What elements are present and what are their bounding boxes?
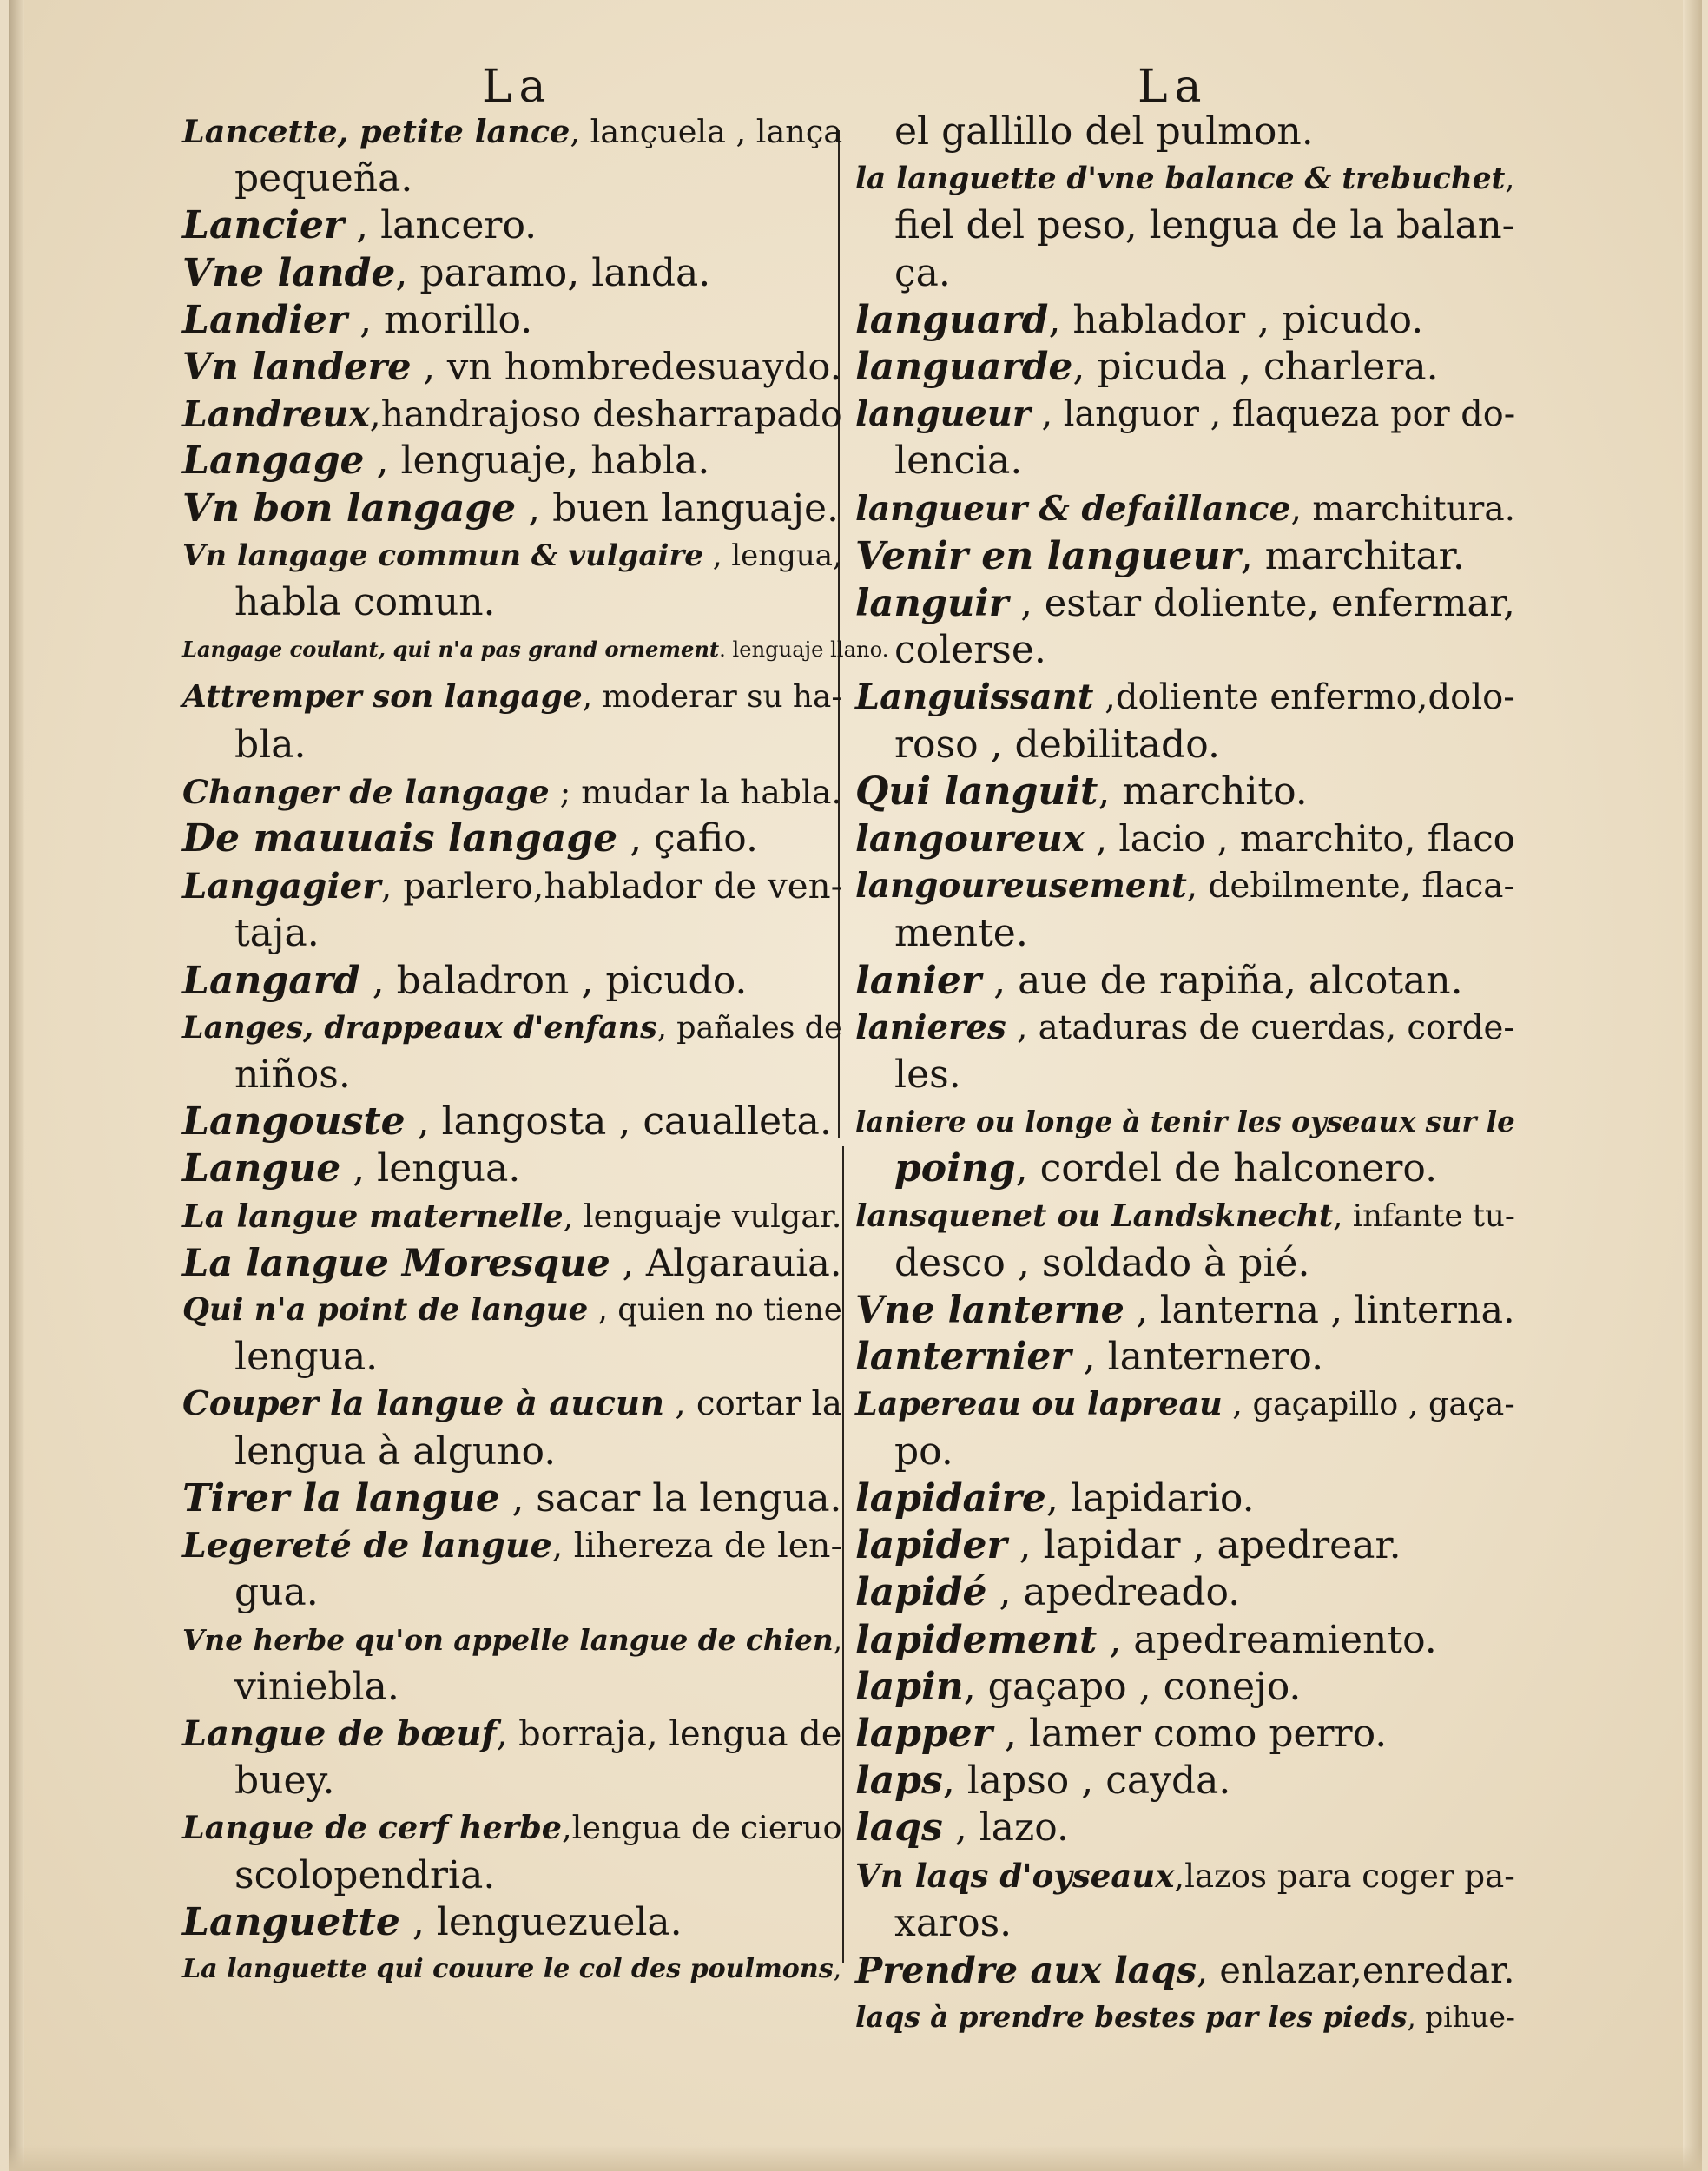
headword: Changer de langage	[182, 772, 550, 811]
entry-line	[855, 438, 1515, 485]
dictionary-entry	[182, 1805, 842, 1898]
headword: languarde	[855, 345, 1073, 390]
entry-line	[855, 391, 1515, 438]
translation: , estar doliente, enfermar,	[1008, 582, 1515, 626]
translation: , gaçapillo , gaça-	[1222, 1385, 1515, 1423]
headword: Couper la langue à aucun	[182, 1384, 665, 1424]
dictionary-entry	[182, 769, 842, 815]
headword: Vne herbe qu'on appelle langue de chien	[182, 1622, 834, 1657]
dictionary-entry	[855, 958, 1515, 1005]
translation: niños.	[234, 1053, 351, 1098]
translation: , Algarauia.	[610, 1241, 842, 1285]
dictionary-entry	[855, 1005, 1515, 1099]
headword: Landier	[182, 297, 348, 342]
translation: desco , soldado à pié.	[894, 1240, 1310, 1285]
entry-line	[182, 1522, 842, 1569]
headword: Prendre aux laqs	[855, 1948, 1197, 1991]
entry-line	[855, 769, 1515, 815]
translation: , sacar la lengua.	[499, 1475, 842, 1521]
entry-line	[855, 722, 1515, 769]
translation: , marchito.	[1098, 769, 1308, 814]
entry-line	[855, 1287, 1515, 1334]
headword: Vn bon langage	[182, 485, 517, 531]
translation: , langosta , caualleta.	[405, 1099, 832, 1145]
headword: Vne lande	[182, 250, 396, 295]
dictionary-entry	[855, 580, 1515, 674]
translation: scolopendria.	[234, 1852, 496, 1897]
dictionary-entry	[182, 344, 842, 391]
entry-line	[855, 1145, 1515, 1192]
entry-line	[855, 1900, 1515, 1947]
dictionary-entry	[855, 1994, 1515, 2041]
headword: De mauuais langage	[182, 816, 618, 861]
headword: lapidement	[855, 1617, 1098, 1662]
entry-line	[182, 1099, 842, 1145]
dictionary-entry	[855, 109, 1515, 155]
headword: Langage	[182, 439, 365, 484]
translation: . lenguaje llano.	[719, 637, 889, 663]
entry-line	[182, 579, 842, 626]
entry-line	[182, 722, 842, 769]
dictionary-entry	[855, 344, 1515, 391]
translation: , lamer como perro.	[992, 1711, 1388, 1756]
translation: gua.	[234, 1570, 319, 1615]
entry-line	[855, 1005, 1515, 1052]
entry-line	[182, 1429, 842, 1475]
entry-line	[182, 1193, 842, 1240]
entry-line	[182, 391, 842, 438]
dictionary-entry	[182, 1240, 842, 1287]
headword: La languette qui couure le col des poulmons	[182, 1953, 834, 1984]
right-column	[855, 109, 1515, 2041]
dictionary-entry	[855, 1711, 1515, 1758]
entry-line	[855, 1994, 1515, 2041]
headword: lanieres	[855, 1007, 1006, 1047]
entry-line	[182, 1475, 842, 1522]
headword: lanier	[855, 958, 982, 1003]
headword: Langard	[182, 958, 360, 1003]
dictionary-entry	[182, 1381, 842, 1475]
translation: , vn hombredesuaydo.	[411, 346, 842, 390]
dictionary-entry	[182, 1522, 842, 1616]
entry-line	[182, 297, 842, 344]
headword: poing	[894, 1146, 1016, 1191]
translation: , enlazar,enredar.	[1196, 1948, 1515, 1991]
dictionary-entry	[182, 1005, 842, 1099]
headword: laniere ou longe à tenir les oyseaux sur le	[855, 1105, 1515, 1139]
dictionary-entry	[855, 1805, 1515, 1851]
entry-line	[182, 1758, 842, 1805]
headword: Langue de cerf herbe	[182, 1809, 563, 1847]
dictionary-entry	[855, 1522, 1515, 1569]
dictionary-entry	[855, 1947, 1515, 1994]
headword: Lapereau ou lapreau	[855, 1385, 1223, 1423]
entry-line	[855, 1617, 1515, 1664]
translation: , paramo, landa.	[395, 250, 711, 295]
entry-line	[182, 1711, 842, 1758]
headword: Langagier	[182, 865, 381, 907]
entry-line	[855, 1758, 1515, 1805]
dictionary-entry	[182, 391, 842, 438]
entry-line	[182, 438, 842, 485]
entry-line	[182, 1145, 842, 1192]
entry-line	[855, 1240, 1515, 1287]
translation: , lengua.	[340, 1146, 521, 1191]
translation: , lazo.	[942, 1805, 1069, 1851]
headword: Langouste	[182, 1099, 406, 1145]
entry-line	[182, 1899, 842, 1946]
entry-line	[855, 1569, 1515, 1616]
translation: , lanternero.	[1071, 1335, 1324, 1380]
headword: Tirer la langue	[182, 1475, 500, 1521]
entry-line	[855, 1381, 1515, 1428]
dictionary-entry	[855, 533, 1515, 580]
headword: la languette d'vne balance & trebuchet	[855, 162, 1506, 197]
page-edge-right	[1683, 0, 1702, 2171]
translation: , buen languaje.	[516, 485, 839, 531]
translation: , languor , flaqueza por do-	[1030, 394, 1516, 435]
entry-line	[855, 109, 1515, 155]
entry-line	[855, 1664, 1515, 1711]
headword: Langue de bœuf	[182, 1712, 497, 1754]
translation: ,handrajoso desharrapado	[369, 393, 842, 436]
translation: el gallillo del pulmon.	[894, 109, 1314, 154]
dictionary-entry	[182, 1099, 842, 1145]
entry-line	[182, 1805, 842, 1851]
translation: lengua à alguno.	[234, 1429, 557, 1474]
headword: langueur	[855, 394, 1031, 435]
headword: Vn landere	[182, 345, 412, 390]
translation: pequeña.	[234, 156, 413, 201]
translation: roso , debilitado.	[894, 722, 1220, 767]
translation: ,doliente enfermo,dolo-	[1093, 677, 1515, 718]
headword: Qui n'a point de langue	[182, 1292, 589, 1329]
translation: , moderar su ha-	[582, 679, 842, 716]
entry-line	[855, 1099, 1515, 1145]
translation: , lançuela , lança	[570, 113, 843, 150]
entry-line	[855, 1805, 1515, 1851]
translation: buey.	[234, 1759, 335, 1804]
entry-line	[855, 1334, 1515, 1381]
translation: ,	[1505, 162, 1515, 197]
translation: ,lazos para coger pa-	[1174, 1857, 1515, 1895]
headword: Languissant	[855, 676, 1094, 718]
headword: Langage coulant, qui n'a pas grand ornement	[182, 637, 720, 663]
translation: lencia.	[894, 439, 1023, 484]
headword: Vn langage commun & vulgaire	[182, 538, 703, 573]
translation: , lapidar , apedrear.	[1006, 1523, 1401, 1568]
dictionary-entry	[182, 1145, 842, 1192]
headword: langoureusement	[855, 866, 1187, 907]
dictionary-entry	[182, 109, 842, 202]
dictionary-entry	[182, 202, 842, 249]
entry-line	[855, 1852, 1515, 1900]
entry-line	[182, 1005, 842, 1052]
entry-line	[855, 155, 1515, 202]
headword: lapper	[855, 1711, 992, 1756]
dictionary-entry	[855, 1852, 1515, 1947]
dictionary-page	[9, 0, 1702, 2171]
translation: ,	[833, 1953, 842, 1984]
entry-line	[855, 1522, 1515, 1569]
column-rule-lower	[842, 1146, 844, 1963]
entry-line	[182, 815, 842, 862]
headword: langoureux	[855, 817, 1085, 861]
headword: laps	[855, 1759, 943, 1804]
dictionary-entry	[182, 815, 842, 862]
headword: lanternier	[855, 1335, 1072, 1380]
translation: , lapso , cayda.	[942, 1759, 1231, 1804]
translation: habla comun.	[234, 580, 496, 625]
entry-line	[855, 485, 1515, 533]
entry-line	[182, 202, 842, 249]
dictionary-entry	[855, 1617, 1515, 1664]
translation: , lenguaje vulgar.	[563, 1197, 842, 1235]
entry-line	[182, 250, 842, 297]
entry-line	[855, 250, 1515, 297]
entry-line	[182, 155, 842, 202]
entry-line	[855, 1052, 1515, 1099]
dictionary-entry	[855, 1381, 1515, 1475]
dictionary-entry	[182, 1617, 842, 1711]
headword: languir	[855, 581, 1009, 626]
entry-line	[855, 1193, 1515, 1240]
entry-line	[855, 202, 1515, 249]
dictionary-entry	[182, 485, 842, 532]
entry-line	[182, 862, 842, 910]
headword: lapidé	[855, 1570, 987, 1615]
translation: , marchitura.	[1290, 489, 1516, 529]
dictionary-entry	[855, 674, 1515, 768]
translation: , apedreamiento.	[1097, 1617, 1437, 1662]
running-header-right: La	[1138, 61, 1209, 113]
dictionary-entry	[182, 626, 889, 673]
headword: Landreux	[182, 393, 370, 436]
headword: Qui languit	[855, 769, 1098, 814]
translation: , lenguezuela.	[399, 1899, 683, 1944]
dictionary-entry	[855, 1099, 1515, 1192]
translation: lengua.	[234, 1335, 379, 1380]
dictionary-entry	[855, 815, 1515, 862]
dictionary-entry	[182, 958, 842, 1005]
entry-line	[855, 344, 1515, 391]
dictionary-entry	[182, 1899, 842, 1946]
translation: mente.	[894, 911, 1028, 956]
headword: Vne lanterne	[855, 1289, 1124, 1333]
headword: Langue	[182, 1146, 341, 1191]
translation: , çafio.	[617, 816, 758, 861]
dictionary-entry	[855, 1664, 1515, 1711]
translation: ; mudar la habla.	[549, 772, 842, 811]
headword: La langue Moresque	[182, 1240, 610, 1285]
dictionary-entry	[182, 1946, 842, 1993]
entry-line	[182, 958, 842, 1005]
page-edge-bottom	[9, 2145, 1702, 2171]
dictionary-entry	[182, 297, 842, 344]
translation: ça.	[894, 250, 951, 295]
running-header-left: La	[482, 61, 553, 113]
translation: , pañales de	[656, 1010, 842, 1046]
dictionary-entry	[182, 1287, 842, 1381]
entry-line	[182, 1381, 842, 1428]
dictionary-entry	[855, 769, 1515, 815]
translation: , quien no tiene	[588, 1292, 842, 1329]
translation: , borraja, lengua de	[496, 1713, 842, 1754]
translation: , lacio , marchito, flaco	[1084, 817, 1515, 861]
dictionary-entry	[855, 1569, 1515, 1616]
entry-line	[855, 580, 1515, 627]
translation: , ataduras de cuerdas, corde-	[1006, 1007, 1515, 1047]
translation: ,	[833, 1623, 843, 1657]
translation: , lancero.	[344, 203, 537, 248]
entry-line	[182, 1240, 842, 1287]
translation: bla.	[234, 722, 307, 767]
headword: Vn laqs d'oyseaux	[855, 1856, 1175, 1895]
entry-line	[182, 1664, 842, 1711]
entry-line	[855, 815, 1515, 862]
entry-line	[855, 1429, 1515, 1475]
headword: languard	[855, 297, 1049, 342]
entry-line	[855, 533, 1515, 580]
dictionary-entry	[182, 862, 842, 957]
entry-line	[855, 674, 1515, 721]
headword: lapider	[855, 1523, 1007, 1568]
headword: Languette	[182, 1899, 400, 1944]
headword: langueur & defaillance	[855, 488, 1291, 529]
dictionary-entry	[855, 1758, 1515, 1805]
dictionary-entry	[855, 862, 1515, 957]
translation: , gaçapo , conejo.	[963, 1664, 1302, 1709]
dictionary-entry	[182, 532, 842, 626]
entry-line	[182, 1334, 842, 1381]
left-column	[182, 109, 889, 1993]
headword: Venir en langueur	[855, 533, 1241, 578]
entry-line	[182, 910, 842, 957]
translation: , apedreado.	[986, 1570, 1241, 1615]
headword: lapin	[855, 1664, 964, 1709]
translation: , baladron , picudo.	[359, 958, 748, 1003]
entry-line	[182, 673, 842, 721]
entry-line	[182, 532, 842, 579]
dictionary-entry	[182, 673, 842, 768]
dictionary-entry	[855, 1475, 1515, 1522]
translation: , hablador , picudo.	[1048, 297, 1424, 342]
translation: , cortar la	[664, 1384, 842, 1424]
entry-line	[182, 109, 842, 155]
headword: lansquenet ou Landsknecht	[855, 1198, 1334, 1234]
dictionary-entry	[855, 1193, 1515, 1287]
translation: , lapidario.	[1045, 1475, 1255, 1521]
translation: xaros.	[894, 1900, 1012, 1945]
dictionary-entry	[855, 391, 1515, 485]
translation: , pihue-	[1407, 2001, 1515, 2035]
translation: viniebla.	[234, 1664, 399, 1709]
headword: laqs à prendre bestes par les pieds	[855, 2000, 1408, 2035]
translation: , parlero,hablador de ven-	[380, 866, 843, 907]
dictionary-entry	[182, 1711, 842, 1805]
entry-line	[182, 485, 842, 532]
translation: , cordel de halconero.	[1015, 1146, 1438, 1191]
dictionary-entry	[182, 438, 842, 485]
headword: Legereté de langue	[182, 1526, 552, 1567]
entry-line	[182, 1617, 842, 1664]
translation: , debilmente, flaca-	[1186, 867, 1515, 907]
entry-line	[855, 1475, 1515, 1522]
entry-line	[855, 862, 1515, 910]
entry-line	[182, 1852, 842, 1899]
headword: Langes, drappeaux d'enfans	[182, 1009, 657, 1046]
entry-line	[182, 626, 889, 673]
dictionary-entry	[855, 1287, 1515, 1334]
entry-line	[855, 627, 1515, 674]
entry-line	[855, 958, 1515, 1005]
translation: colerse.	[894, 628, 1046, 673]
translation: les.	[894, 1053, 961, 1098]
entry-line	[855, 297, 1515, 344]
dictionary-entry	[855, 1334, 1515, 1381]
translation: , lengua,	[702, 538, 842, 573]
entry-line	[182, 769, 842, 815]
dictionary-entry	[182, 250, 842, 297]
entry-line	[182, 1569, 842, 1616]
dictionary-entry	[855, 485, 1515, 533]
translation: ,lengua de cieruo	[562, 1809, 842, 1847]
entry-line	[855, 1947, 1515, 1994]
entry-line	[182, 1052, 842, 1099]
entry-line	[182, 1287, 842, 1334]
translation: po.	[894, 1429, 953, 1474]
page-edge-left	[9, 0, 24, 2171]
entry-line	[855, 1711, 1515, 1758]
entry-line	[182, 1946, 842, 1993]
headword: Lancier	[182, 203, 345, 248]
headword: laqs	[855, 1805, 943, 1851]
translation: , lihereza de len-	[551, 1526, 842, 1567]
dictionary-entry	[855, 297, 1515, 344]
translation: , morillo.	[347, 297, 533, 342]
headword: Attremper son langage	[182, 678, 583, 716]
dictionary-entry	[182, 1193, 842, 1240]
translation: , marchitar.	[1240, 533, 1465, 578]
dictionary-entry	[182, 1475, 842, 1522]
translation: , picuda , charlera.	[1072, 345, 1439, 390]
entry-line	[182, 344, 842, 391]
translation: , aue de rapiña, alcotan.	[981, 958, 1463, 1003]
translation: fiel del peso, lengua de la balan-	[894, 204, 1515, 248]
translation: , infante tu-	[1333, 1198, 1515, 1234]
headword: Lancette, petite lance	[182, 113, 570, 150]
headword: La langue maternelle	[182, 1197, 564, 1235]
translation: , lanterna , linterna.	[1124, 1289, 1515, 1333]
dictionary-entry	[855, 155, 1515, 297]
headword: lapidaire	[855, 1475, 1046, 1521]
translation: , lenguaje, habla.	[364, 439, 710, 484]
translation: taja.	[234, 911, 320, 956]
entry-line	[855, 910, 1515, 957]
